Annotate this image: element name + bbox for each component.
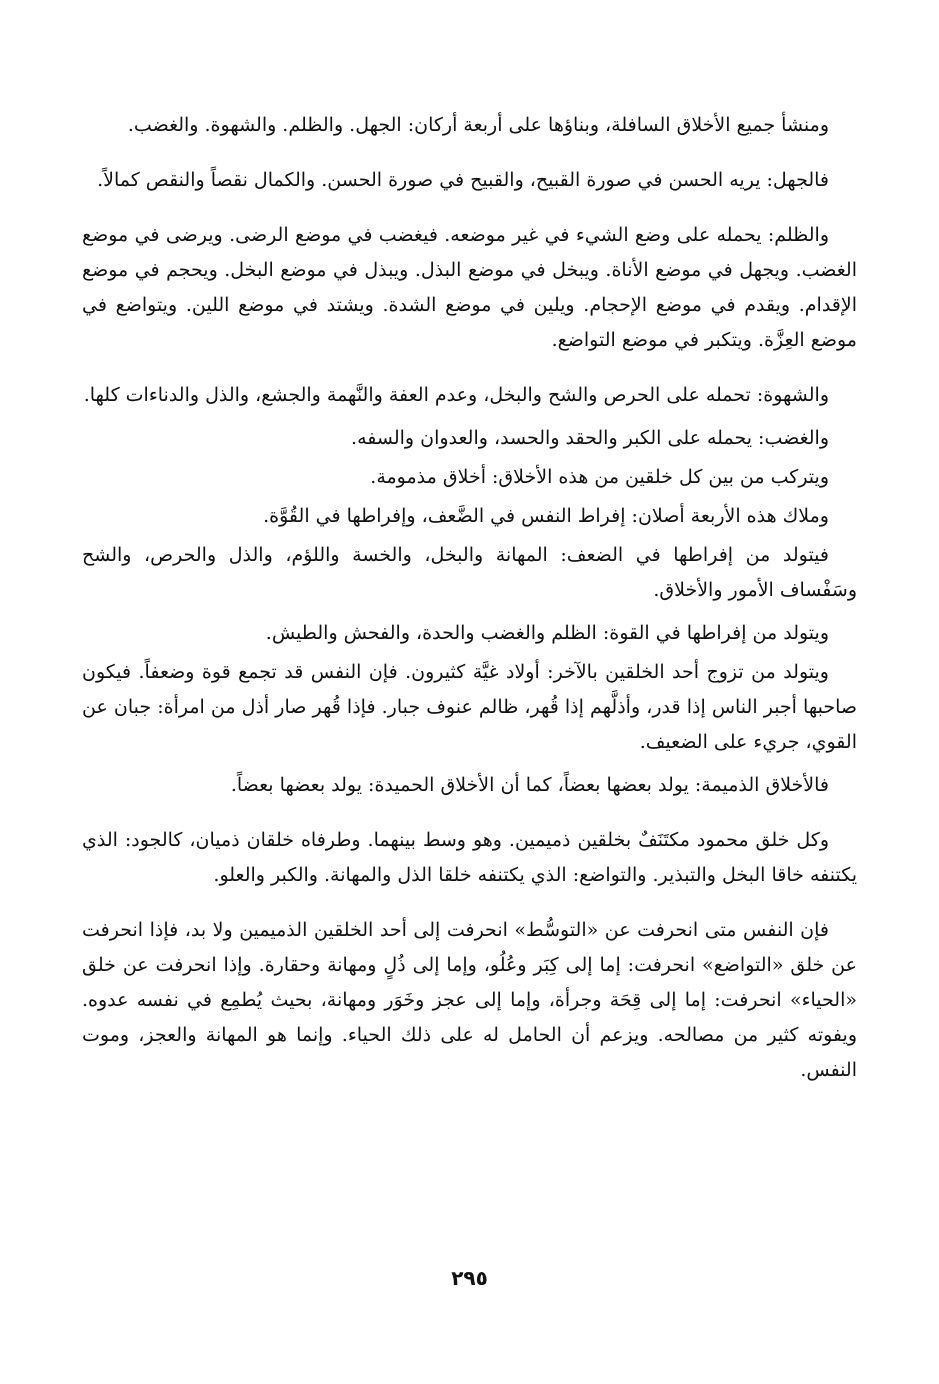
paragraph-compound-vices: ويتركب من بين كل خلقين من هذه الأخلاق: أخلاق مذمومة. [370,466,829,488]
paragraph-combined-vices: ويتولد من تزوج أحد الخلقين بالآخر: أولاد غيَّة كثيرون. فإن النفس قد تجمع قوة وضعفاً. فيكون صاحبها أجبر الناس إذا قدر، وأذلَّهم إذا قُهر، ظالم عنوف جبار. فإذا قُهر صار أذل من امرأة: جبان عن القوي، جريء على الضعيف. [82,661,857,753]
body-text [82,108,857,1096]
paragraph-origin-of-vices: ومنشأ جميع الأخلاق السافلة، وبناؤها على أربعة أركان: الجهل. والظلم. والشهوة. والغضب. [127,114,829,136]
paragraph-two-roots: وملاك هذه الأربعة أصلان: إفراط النفس في الضَّعف، وإفراطها في القُوَّة. [263,505,829,527]
paragraph-golden-mean: وكل خلق محمود مكتَنَفٌ بخلقين ذميمين. وهو وسط بينهما. وطرفاه خلقان ذميان، كالجود: الذي يكتنفه خاقا البخل والتبذير. والتواضع: الذي يكتنفه خلقا الذل والمهانة. والكبر والعلو. [82,829,857,886]
paragraph-vices-breed: فالأخلاق الذميمة: يولد بعضها بعضاً، كما أن الأخلاق الحميدة: يولد بعضها بعضاً. [230,774,829,796]
paragraph-desire: والشهوة: تحمله على الحرص والشح والبخل، وعدم العفة والنَّهمة والجشع، والذل والدناءات كلها. [83,384,829,406]
paragraph-excess-strength: ويتولد من إفراطها في القوة: الظلم والغضب والحدة، والفحش والطيش. [265,622,829,644]
paragraph-deviation: فإن النفس متى انحرفت عن «التوسُّط» انحرفت إلى أحد الخلقين الذميمين ولا بد، فإذا انحرفت عن خلق «التواضع» انحرفت: إما إلى كِبَر وعُلُو، وإما إلى ذُلٍ ومهانة وحقارة. وإذا انحرفت عن خلق «الحياء» انحرفت: إما إلى قِحَة وجرأة، وإما إلى عجز وخَوَر ومهانة، بحيث يُطمِع في نفسه عدوه. ويفوته كثير من مصالحه. ويزعم أن الحامل له على ذلك الحياء. وإنما هو المهانة والعجز، وموت النفس. [82,919,857,1081]
page-number: ٢٩٥ [451,1266,488,1290]
paragraph-anger: والغضب: يحمله على الكبر والحقد والحسد، والعدوان والسفه. [351,427,829,449]
paragraph-excess-weakness: فيتولد من إفراطها في الضعف: المهانة والبخل، والخسة واللؤم، والذل والحرص، والشح وسَفْساف الأمور والأخلاق. [82,544,857,601]
paragraph-ignorance: فالجهل: يريه الحسن في صورة القبيح، والقبيح في صورة الحسن. والكمال نقصاً والنقص كمالاً. [97,169,829,191]
paragraph-injustice: والظلم: يحمله على وضع الشيء في غير موضعه. فيغضب في موضع الرضى. ويرضى في موضع الغضب. ويجهل في موضع الأناة. ويبخل في موضع البذل. ويبذل في موضع البخل. ويحجم في موضع الإقدام. ويقدم في موضع الإحجام. ويلين في موضع الشدة. ويشتد في موضع اللين. ويتواضع في موضع العِزَّة. ويتكبر في موضع التواضع. [82,224,857,351]
